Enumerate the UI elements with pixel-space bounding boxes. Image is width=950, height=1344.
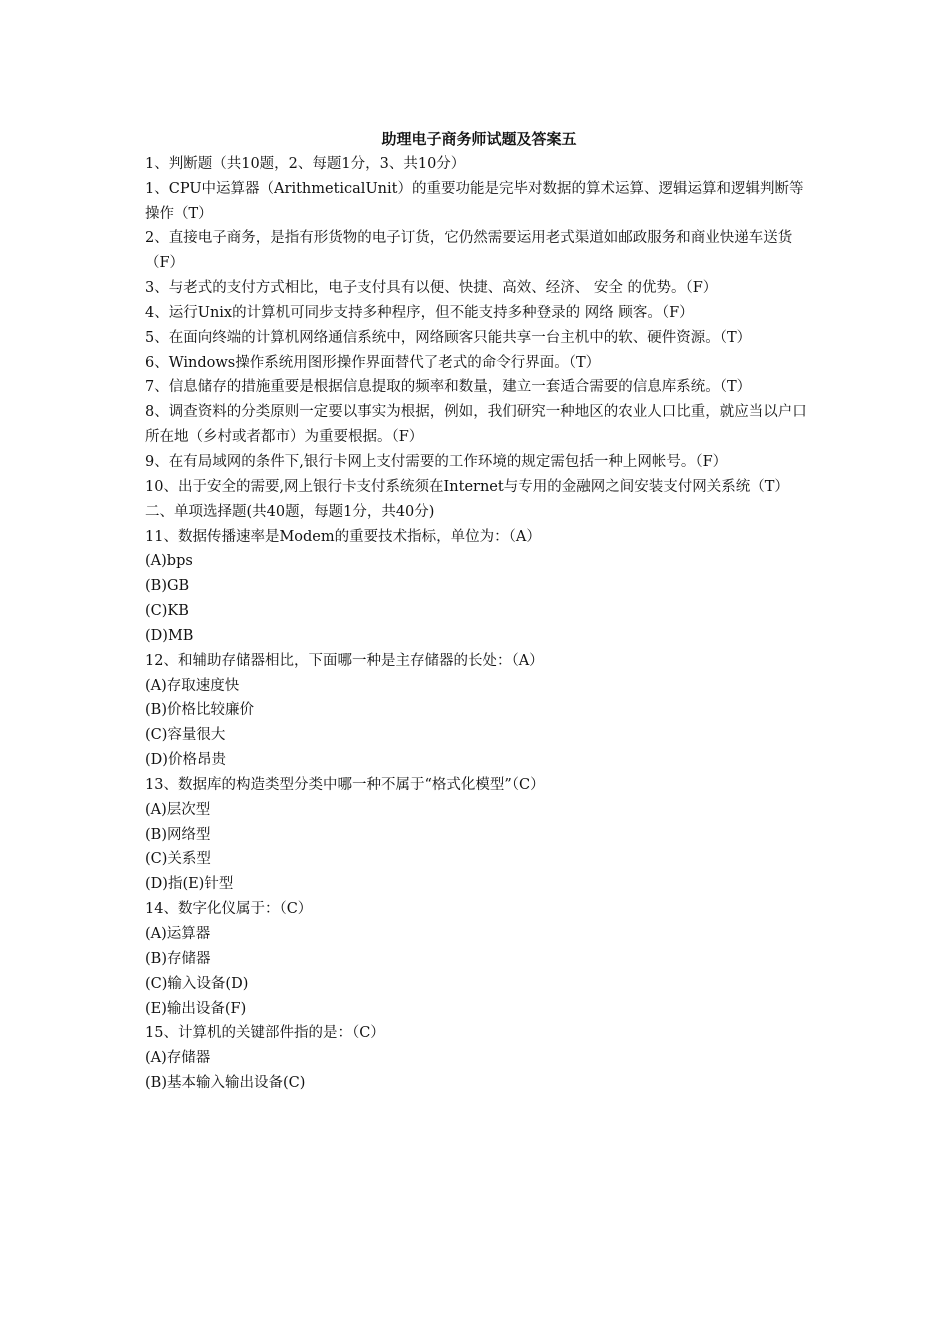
document-line: (B)价格比较廉价 (145, 702, 254, 719)
document-line: (C)关系型 (145, 851, 211, 868)
document-line: 12、和辅助存储器相比，下面哪一种是主存储器的长处：（A） (145, 652, 544, 669)
document-line: (A)bps (145, 553, 193, 570)
document-line: (C)容量很大 (145, 727, 226, 744)
document-line: 3、与老式的支付方式相比，电子支付具有以便、快捷、高效、经济、 安全 的优势。（F） (145, 280, 718, 297)
document-line: (A)存储器 (145, 1050, 211, 1067)
document-line: 10、出于安全的需要,网上银行卡支付系统须在Internet与专用的金融网之间安装支付网关系统（T） (145, 478, 789, 495)
document-line: (B)存储器 (145, 950, 211, 967)
document-title: 助理电子商务师试题及答案五 (381, 130, 577, 148)
document-line: 15、计算机的关键部件指的是：（C） (145, 1025, 385, 1042)
document-line: (C)输入设备(D) (145, 975, 249, 992)
document-line: 13、数据库的构造类型分类中哪一种不属于“格式化模型”（C） (145, 776, 545, 793)
document-line: 7、信息储存的措施重要是根据信息提取的频率和数量，建立一套适合需要的信息库系统。（T） (145, 379, 752, 396)
document-line: 1、CPU中运算器（ArithmeticalUnit）的重要功能是完毕对数据的算术运算、逻辑运算和逻辑判断等操作（T） (145, 180, 804, 222)
document-body (145, 127, 813, 1096)
document-line: (B)GB (145, 578, 190, 595)
document-line: 2、直接电子商务，是指有形货物的电子订货，它仍然需要运用老式渠道如邮政服务和商业快递车送货（F） (145, 230, 793, 272)
document-line: (A)存取速度快 (145, 677, 240, 694)
document-line: 6、Windows操作系统用图形操作界面替代了老式的命令行界面。（T） (145, 354, 601, 371)
document-line: 9、在有局域网的条件下,银行卡网上支付需要的工作环境的规定需包括一种上网帐号。（F） (145, 453, 728, 470)
document-line: 5、在面向终端的计算机网络通信系统中，网络顾客只能共享一台主机中的软、硬件资源。（T） (145, 329, 752, 346)
document-line: (D)MB (145, 627, 194, 644)
document-line: 14、数字化仪属于：（C） (145, 901, 313, 918)
document-lines (145, 152, 813, 1096)
document-line: 11、数据传播速率是Modem的重要技术指标，单位为：（A） (145, 528, 541, 545)
document-line: (D)价格昂贵 (145, 752, 226, 769)
document-line: 4、运行Unix的计算机可同步支持多种程序，但不能支持多种登录的 网络 顾客。（F） (145, 304, 694, 321)
document-line: (C)KB (145, 603, 189, 620)
document-line: 1、判断题（共10题，2、每题1分，3、共10分） (145, 155, 466, 172)
document-line: (A)运算器 (145, 926, 211, 942)
document-line: (B)网络型 (145, 826, 211, 843)
document-line: (B)基本输入输出设备(C) (145, 1075, 306, 1092)
document-line: (E)输出设备(F) (145, 1000, 247, 1017)
document-line: (A)层次型 (145, 801, 211, 818)
document-line: 二、单项选择题(共40题，每题1分，共40分) (145, 503, 435, 520)
document-line: 8、调查资料的分类原则一定要以事实为根据，例如，我们研究一种地区的农业人口比重，就应当以户口所在地（乡村或者都市）为重要根据。（F） (145, 404, 807, 446)
document-line: (D)指(E)针型 (145, 876, 234, 893)
